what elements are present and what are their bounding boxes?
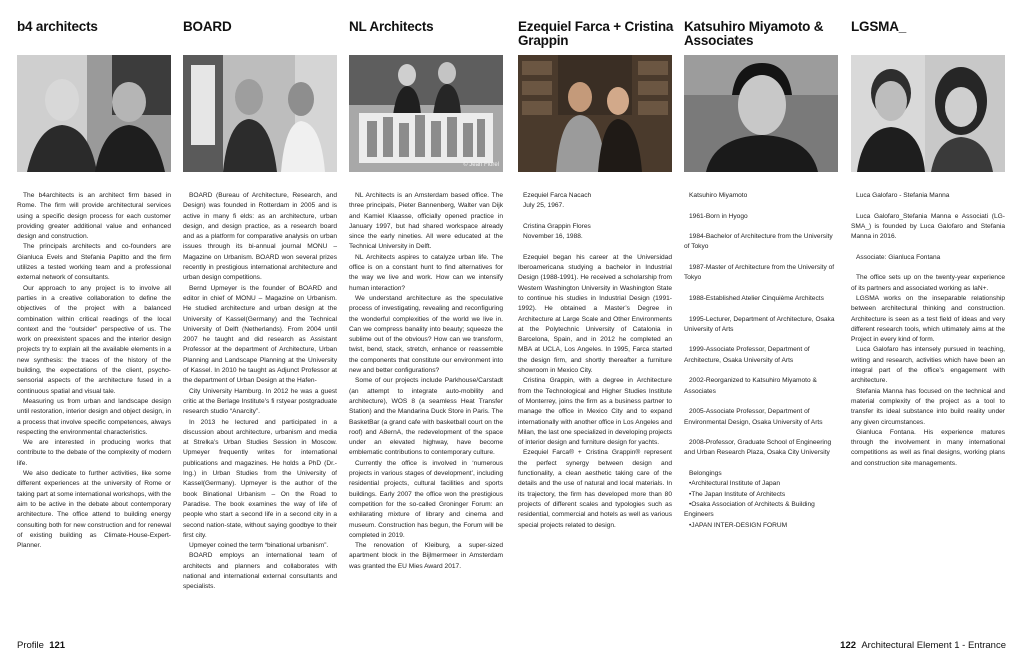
spacer — [684, 253, 838, 263]
paragraph: 1961-Born in Hyogo — [689, 212, 748, 220]
paragraph: •The Japan Institute of Architects — [689, 490, 786, 498]
firm-photo — [17, 55, 171, 172]
spacer — [684, 335, 838, 345]
spacer — [518, 212, 672, 222]
paragraph: The b4architects is an architect firm based in Rome. The firm will provide architectural services using a specific design process for each customer providing greater additional value and enhanced design and construction. — [17, 192, 171, 241]
footer-section-label: Architectural Element 1 - Entrance — [861, 640, 1006, 651]
paragraph: Upmeyer coined the term “binational urbanism”. — [189, 542, 329, 550]
paragraph: The office sets up on the twenty-year experience of its partners and associated working as IaN+. — [851, 274, 1005, 292]
paragraph: •Architectural Institute of Japan — [689, 480, 781, 488]
paragraph: Belongings — [689, 470, 722, 478]
paragraph: Gianluca Fontana. His experience matures through the involvement in many international competitions as well as final designs, working plans and construction site managements. — [851, 428, 1005, 467]
firm-heading: BOARD — [183, 19, 232, 34]
footer-left — [17, 640, 65, 651]
firm-photo — [349, 55, 503, 172]
firm-heading: b4 architects — [17, 19, 98, 34]
paragraph: Cristina Grappin Flores — [523, 222, 591, 230]
paragraph: NL Architects aspires to catalyze urban life. The office is on a constant hunt to find alternatives for the way we live and work. How can we intensify human interaction? — [349, 253, 503, 292]
paragraph: We understand architecture as the speculative process of investigating, revealing and reconfiguring the wonderful complexities of the world we live in. Can we compress banality into beauty; squeeze the sublime out of the obvious? How can we transform, twist, bend, stack, stretch, enhance or reassemble the components that constitute our environment into new and better configurations? — [349, 294, 503, 375]
paragraph: City University Hamburg. In 2012 he was a guest critic at the Berlage Institute’s fi rstyear postgraduate research studio “Anarcity”. — [183, 387, 337, 416]
spacer — [684, 201, 838, 211]
firm-description — [17, 191, 171, 551]
firm-description — [518, 191, 672, 531]
spacer — [851, 242, 1005, 252]
paragraph: •Osaka Association of Architects & Building Engineers — [684, 500, 815, 519]
paragraph: July 25, 1967. — [523, 202, 565, 210]
firm-description — [684, 191, 838, 531]
paragraph: Associate: Gianluca Fontana — [856, 253, 941, 261]
footer-section-label: Profile — [17, 640, 44, 651]
paragraph: Ezequiel began his career at the Universidad Iberoamericana studying a bachelor in Industrial Design (1988-1991). He received a scholarship from Western Washington University in Washington State to continue his studies in Industrial Design (1991-1992). He obtained a Master’s Degree in Architecture at Large Scale and Other Environments at the Polytechnic University of Catalonia in Barcelona, Spain, and in 2012 he completed an MBA at UCLA, Los Angeles. In 1995, Farca started the design firm, and shortly thereafter a furniture showroom in Mexico City. — [518, 253, 672, 375]
spacer — [684, 459, 838, 469]
paragraph: •JAPAN INTER-DESIGN FORUM — [689, 521, 788, 529]
footer-right — [840, 640, 1006, 651]
spacer — [851, 263, 1005, 273]
firm-description — [349, 191, 503, 572]
paragraph: 1995-Lecturer, Department of Architecture, Osaka University of Arts — [684, 315, 835, 333]
paragraph: We are interested in producing works that contribute to the debate of the complexity of modern life. — [17, 439, 171, 467]
firm-heading: NL Architects — [349, 19, 434, 34]
firm-photo — [183, 55, 337, 172]
paragraph: The principals architects and co-founders are Gianluca Evels and Stefania Papitto and the firm utilizes a tested working team and a professional external network of consultants. — [17, 243, 171, 282]
paragraph: Currently the office is involved in ‘numerous projects in various stages of development’, including residential projects, cultural facilities and sports buildings. Early 2007 the office won the prestigious competition for the so-called Groninger Forum: an exhilarating mixture of library and cinema and museum. Construction has begun, the Forum will be completed in 2019. — [349, 459, 503, 539]
paragraph: 2002-Reorganized to Katsuhiro Miyamoto & Associates — [684, 377, 817, 395]
spacer — [684, 222, 838, 232]
paragraph: Ezequiel Farca® + Cristina Grappin® represent the perfect synergy between design and functionality, a clean aesthetic taking care of the details and the use of natural and local materials. In its trajectory, the firm has developed more than 80 projects of different scales and typologies such as residential, commercial and hotels as well as various special projects related to design. — [518, 449, 672, 529]
page-number-left: 121 — [49, 640, 66, 651]
paragraph: Luca Galofaro_Stefania Manna e Associati (LG-SMA_) is founded by Luca Galofaro and Stefania Manna in 2016. — [851, 212, 1005, 241]
paragraph: Bernd Upmeyer is the founder of BOARD and editor in chief of MONU – Magazine on Urbanism. He studied architecture and urban design at the University of Kassel(Germany) and the Technical University of Delft (Netherlands). From 2004 until 2007 he taught and did research as Assistant Professor at the department of Architecture, Urban Planning and Landscape Planning at the University of Kassel. In 2010 he taught as Adjunct Professor at the department of Urban Design at the Hafen- — [183, 284, 337, 385]
firm-photo — [851, 55, 1005, 172]
paragraph: Ezequiel Farca Nacach — [523, 192, 592, 199]
paragraph: 2005-Associate Professor, Department of Environmental Design, Osaka University of Arts — [684, 408, 823, 426]
paragraph: Measuring us from urban and landscape design until restoration, interior design and object design, in a process that involve specific competences, always respecting the environmental characteristics. — [17, 397, 171, 436]
spacer — [851, 201, 1005, 211]
paragraph: BOARD (Bureau of Architecture, Research, and Design) was founded in Rotterdam in 2005 and is active in many fi elds: as an architecture, urban design, and design practice, as a research board and as a platform for comparative analysis on urban issues through its bi-annual journal MONU – Magazine on Urbanism. BOARD won several prizes recently in prestigious international architecture and urban design competitions. — [183, 192, 337, 282]
paragraph: 1984-Bachelor of Architecture from the University of Tokyo — [684, 233, 833, 251]
firm-heading: Ezequiel Farca + Cristina Grappin — [518, 19, 674, 48]
firm-photo — [684, 55, 838, 172]
paragraph: Stefania Manna has focused on the technical and material complexity of the project as a tool to transfer its ideal substance into build reality under any given circumstances. — [851, 387, 1005, 426]
paragraph: 1987-Master of Architecture from the University of Tokyo — [684, 264, 835, 282]
paragraph: We also dedicate to further activities, like some different experiences at the university of Rome or taking part at some international workshops, with the aim to be active in the debate about contemporary architecture. The office attend to building energy consulting both for new construction and for renewal of existing building as Climate-House-Expert-Planner. — [17, 470, 171, 550]
spacer — [684, 366, 838, 376]
spacer — [684, 397, 838, 407]
paragraph: Luca Galofaro has intensely pursued in teaching, writing and research, activities which have been an integral part of the office’s engagement with architecture. — [851, 346, 1005, 385]
paragraph: November 16, 1988. — [523, 233, 583, 241]
paragraph: The renovation of Kleiburg, a super-sized apartment block in the Bijlmermeer in Amsterdam was granted the EU Mies Award 2017. — [349, 542, 503, 570]
page-number-right: 122 — [840, 640, 857, 651]
spacer — [518, 242, 672, 252]
spacer — [684, 428, 838, 438]
firm-description — [183, 191, 337, 593]
paragraph: LGSMA works on the inseparable relationship between architectural thinking and construction. Architecture is seen as a test field of ideas and very different research tools, which ultimately aims at the Project in every kind of form. — [851, 294, 1005, 344]
paragraph: In 2013 he lectured and participated in a discussion about architecture, urbanism and media at Strelka’s Urban Studies Session in Moscow. Upmeyer frequently writes for international publications and magazines. He holds a PhD (Dr.-Ing.) in Urban Studies from the University of Kassel(Germany). Upmeyer is the author of the book Binational Urbanism – On the Road to Paradise. The book examines the way of life of people who start a second life in a second city in a second nation-state, without saying goodbye to their first city. — [183, 418, 337, 539]
photo-credit: © Jean Fiorel — [463, 162, 499, 168]
paragraph: Katsuhiro Miyamoto — [689, 192, 748, 199]
firm-heading: LGSMA_ — [851, 19, 907, 34]
paragraph: 1999-Associate Professor, Department of Architecture, Osaka University of Arts — [684, 346, 810, 364]
paragraph: NL Architects is an Amsterdam based office. The three principals, Pieter Bannenberg, Walter van Dijk and Kamiel Klaasse, officially opened practice in January 1997, but had shared workspace already since the early nineties. All were educated at the Technical University in Delft. — [349, 192, 503, 251]
firm-heading: Katsuhiro Miyamoto & Associates — [684, 19, 824, 48]
paragraph: 1988-Established Atelier Cinquième Architects — [689, 294, 824, 302]
spacer — [684, 304, 838, 314]
firm-description — [851, 191, 1005, 469]
paragraph: Cristina Grappin, with a degree in Architecture from the Technological and Higher Studies Institute of Monterrey, joins the firm as a business partner to manage the office in Mexico City and to expand internationally with another office in Los Angeles and Milan, the last one specialized in developing projects of interior design and furniture design for yachts. — [518, 377, 672, 447]
paragraph: BOARD employs an international team of architects and planners and collaborates with national and international external consultants and specialists. — [183, 552, 337, 591]
paragraph: 2008-Professor, Graduate School of Engineering and Urban Research Plaza, Osaka City University — [684, 439, 832, 457]
firm-photo — [518, 55, 672, 172]
paragraph: Some of our projects include Parkhouse/Carstadt (an attempt to integrate auto-mobility and architecture), WOS 8 (a seamless Heat Transfer Station) and the Mandarina Duck Store in Paris. The BasketBar (a grand cafe with basketball court on the roof) and A8ernA, the redevelopment of the space under an elevated highway, have become emblematic contributions to contemporary culture. — [349, 377, 503, 457]
spacer — [684, 284, 838, 294]
paragraph: Our approach to any project is to involve all parties in a creative collaboration to define the objectives of the project with a balanced combination within critical readings of the local context and the “outsider” perspective of us. The work on preexistent spaces and the interior design projects try to explain all the available elements in a new synthesis: the traces of the history of the building, the expectations of the client, psycho-sensorial aspects of the architecture fused in a continuous spatial and visual tale. — [17, 284, 171, 395]
paragraph: Luca Galofaro - Stefania Manna — [856, 192, 950, 199]
